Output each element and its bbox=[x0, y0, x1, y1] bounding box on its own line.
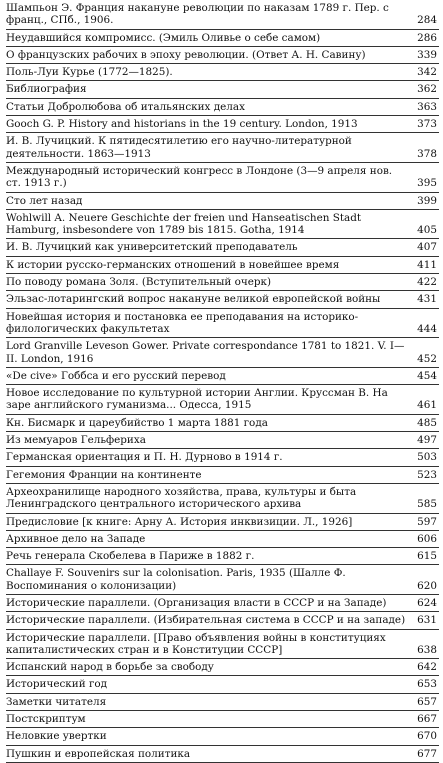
toc-entry bbox=[6, 47, 439, 64]
toc-entry-title: Исторические параллели. (Организация власти в СССР и на Западе) bbox=[6, 596, 387, 609]
toc-entry bbox=[6, 210, 439, 240]
toc-entry bbox=[6, 746, 439, 763]
toc-entry-page-number: 362 bbox=[417, 83, 437, 96]
toc-entry-title: Речь генерала Скобелева в Париже в 1882 г. bbox=[6, 550, 255, 563]
toc-entry-page-number: 606 bbox=[417, 532, 437, 545]
toc-entry-page-number: 452 bbox=[417, 352, 437, 365]
toc-entry-title: Археохранилище народного хозяйства, права, культуры и быта Ленинградского центрального исторического архива bbox=[6, 485, 357, 511]
toc-entry-page-number: 631 bbox=[417, 614, 437, 627]
toc-entry-page-number: 615 bbox=[417, 550, 437, 563]
toc-entry-title: Архивное дело на Западе bbox=[6, 532, 146, 545]
toc-entry-page-number: 657 bbox=[417, 695, 437, 708]
toc-entry-title: К истории русско-германских отношений в новейшее время bbox=[6, 258, 340, 271]
toc-entry-title: Германская ориентация и П. Н. Дурново в 1914 г. bbox=[6, 451, 283, 464]
toc-entry-page-number: 342 bbox=[417, 66, 437, 79]
toc-entry-title: И. В. Лучицкий. К пятидесятилетию его научно-литературной деятельности. 1863—1913 bbox=[6, 135, 352, 160]
toc-entry bbox=[6, 548, 439, 565]
toc-entry-title: Wohlwill A. Neuere Geschichte der freien und Hanseatischen Stadt Hamburg, insbesondere von 1789 bis 1815. Gotha, 1914 bbox=[6, 211, 362, 237]
toc-entry bbox=[6, 291, 439, 308]
toc-entry-page-number: 286 bbox=[417, 31, 437, 44]
toc-entry-page-number: 585 bbox=[417, 498, 437, 511]
toc-entry bbox=[6, 694, 439, 711]
toc-entry bbox=[6, 514, 439, 531]
toc-entry-page-number: 399 bbox=[417, 194, 437, 207]
toc-entry bbox=[6, 449, 439, 466]
toc-entry-page-number: 444 bbox=[417, 322, 437, 335]
toc-entry bbox=[6, 612, 439, 629]
toc-entry-title: Гегемония Франции на континенте bbox=[6, 468, 202, 481]
toc-entry bbox=[6, 309, 439, 339]
toc-entry-title: Библиография bbox=[6, 83, 87, 96]
toc-entry-title: Lord Granville Leveson Gower. Private correspondance 1781 to 1821. V. I—II. London, 1916 bbox=[6, 340, 405, 365]
toc-entry-page-number: 284 bbox=[417, 14, 437, 27]
toc-entry bbox=[6, 595, 439, 612]
toc-entry-title: Шампьон Э. Франция накануне революции по наказам 1789 г. Пер. с франц., СПб., 1906. bbox=[6, 2, 389, 27]
toc-entry-title: Постскриптум bbox=[6, 713, 86, 726]
toc-entry-title: Заметки читателя bbox=[6, 695, 107, 708]
toc-entry bbox=[6, 711, 439, 728]
toc-entry-title: Испанский народ в борьбе за свободу bbox=[6, 661, 214, 674]
toc-entry-title: Неловкие увертки bbox=[6, 730, 107, 743]
toc-entry-page-number: 405 bbox=[417, 224, 437, 237]
toc-entry-page-number: 363 bbox=[417, 100, 437, 113]
toc-entry bbox=[6, 133, 439, 163]
toc-entry bbox=[6, 432, 439, 449]
toc-entry bbox=[6, 116, 439, 133]
toc-entry-title: Пушкин и европейская политика bbox=[6, 747, 191, 760]
toc-entry-title: Исторические параллели. (Избирательная система в СССР и на западе) bbox=[6, 614, 406, 627]
toc-entry-title: Поль-Луи Курье (1772—1825). bbox=[6, 66, 173, 79]
toc-entry-page-number: 667 bbox=[417, 713, 437, 726]
toc-entry-page-number: 395 bbox=[417, 177, 437, 190]
toc-entry bbox=[6, 368, 439, 385]
toc-entry bbox=[6, 467, 439, 484]
toc-entry-title: Challaye F. Souvenirs sur la colonisation. Paris, 1935 (Шалле Ф. Воспоминания о колонизации) bbox=[6, 567, 346, 592]
toc-entry bbox=[6, 239, 439, 256]
toc-entry bbox=[6, 531, 439, 548]
toc-entry-page-number: 653 bbox=[417, 678, 437, 691]
toc-entry-title: О французских рабочих в эпоху революции. (Ответ А. Н. Савину) bbox=[6, 48, 366, 61]
toc-entry-title: Эльзас-лотарингский вопрос накануне великой европейской войны bbox=[6, 293, 381, 306]
toc-entry-page-number: 407 bbox=[417, 241, 437, 254]
toc-entry-title: По поводу романа Золя. (Вступительный очерк) bbox=[6, 276, 272, 289]
toc-entry-page-number: 373 bbox=[417, 118, 437, 131]
toc-entry bbox=[6, 30, 439, 47]
toc-entry-title: Предисловие [к книге: Арну А. История инквизиции. Л., 1926] bbox=[6, 515, 353, 528]
toc-entry bbox=[6, 676, 439, 693]
toc-entry-title: Из мемуаров Гельфериха bbox=[6, 434, 146, 447]
toc-entry bbox=[6, 385, 439, 415]
toc-entry bbox=[6, 81, 439, 98]
toc-entry-page-number: 411 bbox=[417, 258, 437, 271]
toc-entry-page-number: 624 bbox=[417, 596, 437, 609]
toc-entry-title: Gooch G. P. History and historians in the 19 century. London, 1913 bbox=[6, 118, 358, 131]
toc-entry-page-number: 597 bbox=[417, 515, 437, 528]
toc-entry bbox=[6, 274, 439, 291]
toc-entry-title: Международный исторический конгресс в Лондоне (3—9 апреля нов. ст. 1913 г.) bbox=[6, 164, 393, 190]
toc-entry-title: Статьи Добролюбова об итальянских делах bbox=[6, 100, 245, 113]
toc-entry-page-number: 638 bbox=[417, 643, 437, 656]
toc-entry bbox=[6, 484, 439, 514]
toc-entry bbox=[6, 0, 439, 30]
table-of-contents bbox=[6, 0, 439, 763]
toc-entry-page-number: 620 bbox=[417, 579, 437, 592]
toc-entry-title: Сто лет назад bbox=[6, 194, 83, 207]
toc-entry bbox=[6, 728, 439, 745]
toc-entry-page-number: 422 bbox=[417, 276, 437, 289]
toc-entry-page-number: 378 bbox=[417, 147, 437, 160]
toc-entry-title: «De cive» Гоббса и его русский перевод bbox=[6, 369, 226, 382]
toc-entry-page-number: 461 bbox=[417, 399, 437, 412]
toc-entry-page-number: 523 bbox=[417, 468, 437, 481]
toc-entry-title: Исторический год bbox=[6, 678, 108, 691]
toc-entry-page-number: 642 bbox=[417, 661, 437, 674]
toc-entry-title: Кн. Бисмарк и цареубийство 1 марта 1881 года bbox=[6, 416, 268, 429]
toc-entry bbox=[6, 99, 439, 116]
toc-entry-page-number: 503 bbox=[417, 451, 437, 464]
toc-entry-title: Исторические параллели. [Право объявления войны в конституциях капиталистических стран и в Конституции СССР] bbox=[6, 631, 386, 656]
toc-entry-page-number: 485 bbox=[417, 416, 437, 429]
toc-entry bbox=[6, 659, 439, 676]
toc-entry bbox=[6, 163, 439, 193]
toc-entry-page-number: 454 bbox=[417, 369, 437, 382]
toc-entry-title: Новейшая история и постановка ее преподавания на историко-филологических факультетах bbox=[6, 310, 359, 335]
toc-entry-page-number: 670 bbox=[417, 730, 437, 743]
toc-entry-title: Новое исследование по культурной истории Англии. Круссман В. На заре английского гуманизма... Одесса, 1915 bbox=[6, 387, 388, 412]
toc-entry-page-number: 339 bbox=[417, 48, 437, 61]
toc-entry-page-number: 677 bbox=[417, 747, 437, 760]
toc-entry bbox=[6, 257, 439, 274]
toc-entry-title: Неудавшийся компромисс. (Эмиль Оливье о себе самом) bbox=[6, 31, 321, 44]
toc-entry bbox=[6, 565, 439, 595]
toc-entry bbox=[6, 630, 439, 660]
toc-entry bbox=[6, 415, 439, 432]
toc-entry bbox=[6, 193, 439, 210]
toc-entry-page-number: 431 bbox=[417, 293, 437, 306]
toc-entry-page-number: 497 bbox=[417, 434, 437, 447]
toc-entry bbox=[6, 338, 439, 368]
toc-entry-title: И. В. Лучицкий как университетский преподаватель bbox=[6, 241, 298, 254]
toc-entry bbox=[6, 64, 439, 81]
